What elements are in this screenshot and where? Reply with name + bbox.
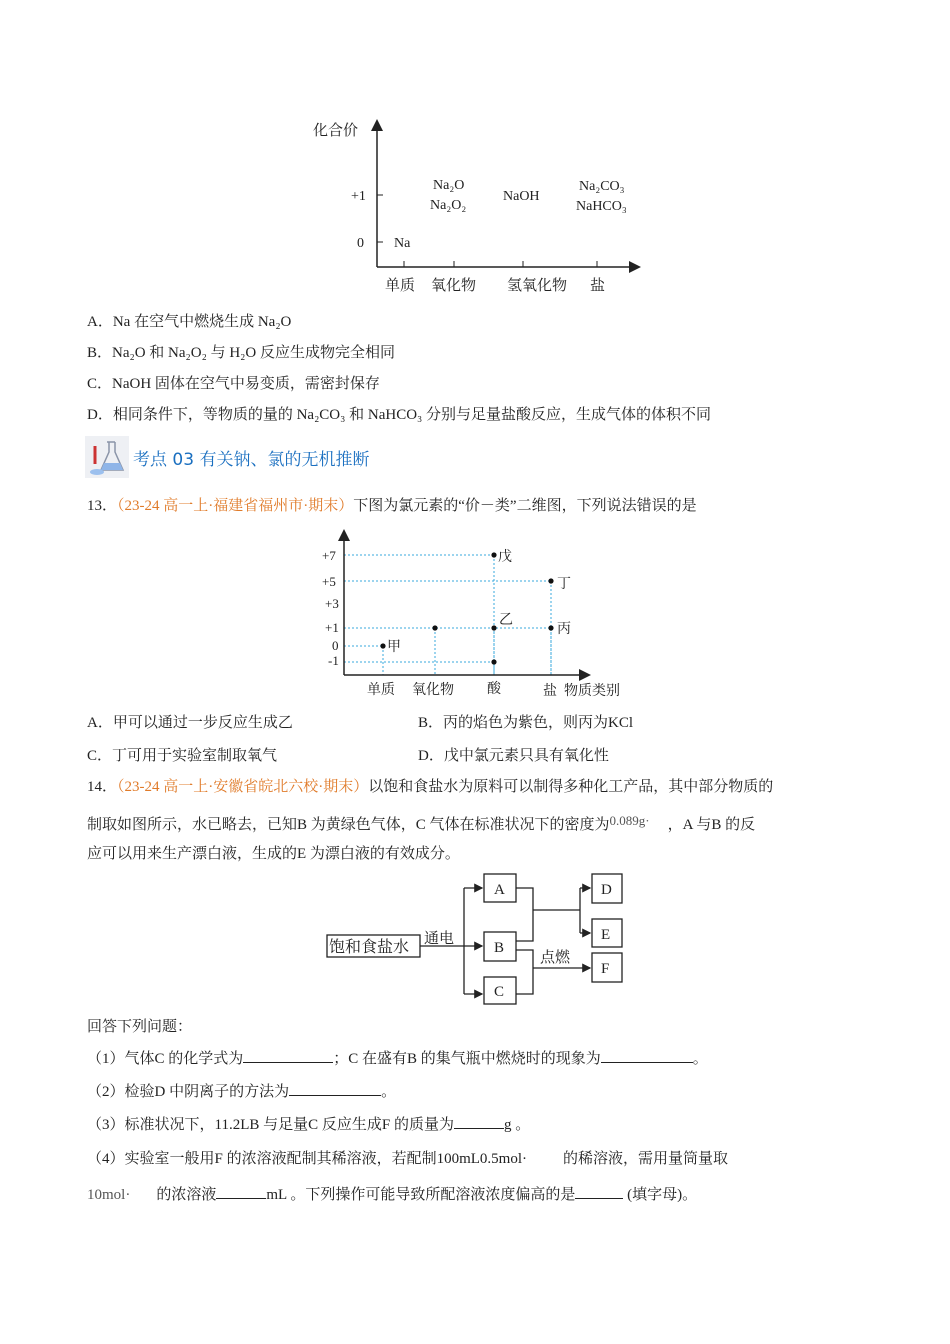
question-text: 制取如图所示，水已略去，已知B 为黄绿色气体，C 气体在标准状况下的密度为	[87, 817, 610, 833]
sub-question-4	[87, 1149, 728, 1169]
electrolysis-label: 通电	[424, 931, 455, 947]
species-label: Na	[394, 236, 411, 251]
question-text: ，A 与B 的反	[667, 817, 756, 833]
answer-blank[interactable]	[601, 1048, 693, 1063]
species-label: NaHCO₃	[576, 199, 627, 214]
question-text: （1）气体C 的化学式为	[87, 1051, 244, 1067]
answer-blank[interactable]	[243, 1048, 333, 1063]
flow-node-d: D	[601, 882, 612, 898]
question-text: 。	[692, 1051, 708, 1067]
flow-node-f: F	[601, 961, 610, 977]
question-text: （3）标准状况下，11.2LB 与足量C 反应生成F 的质量为	[87, 1117, 454, 1133]
point-label: 乙	[499, 613, 513, 628]
point-label: 丁	[557, 577, 571, 592]
species-label: Na₂O	[433, 178, 465, 193]
y-tick: 0	[357, 236, 364, 251]
x-category: 酸	[487, 682, 501, 697]
y-tick: -1	[328, 653, 339, 668]
question-text: （4）实验室一般用F 的浓溶液配制其稀溶液，若配制100mL0.5mol·	[87, 1151, 528, 1167]
question-text: g 。	[503, 1117, 531, 1133]
y-tick: +5	[322, 574, 336, 589]
x-category: 氧化物	[412, 683, 454, 698]
flow-node-b: B	[494, 940, 505, 956]
question-text: 。	[381, 1084, 397, 1100]
flow-node-a: A	[494, 882, 505, 898]
sub-question-1	[87, 1048, 708, 1069]
section-title: 考点 03 有关钠、氯的无机推断	[133, 449, 370, 470]
question-number: 13．	[87, 498, 118, 514]
option-c: C．NaOH 固体在空气中易变质，需密封保存	[87, 376, 380, 392]
option-d: D．相同条件下，等物质的量的 Na₂CO₃ 和 NaHCO₃ 分别与足量盐酸反应，生成气体的体积不同	[87, 407, 712, 423]
x-axis-label: 物质类别	[564, 684, 620, 699]
species-label: NaOH	[503, 189, 540, 204]
option-b: B．Na₂O 和 Na₂O₂ 与 H₂O 反应生成物完全相同	[87, 345, 395, 361]
y-tick: 0	[332, 638, 339, 653]
question-number: 14．	[87, 779, 118, 795]
question-text: ；C 在盛有B 的集气瓶中燃烧时的现象为	[333, 1051, 601, 1067]
sub-question-2	[87, 1081, 396, 1102]
flow-node-c: C	[494, 984, 505, 1000]
q13-option-c: C．丁可用于实验室制取氧气	[87, 748, 278, 764]
answer-prompt: 回答下列问题：	[87, 1019, 193, 1035]
question-source: （23-24 高一上·安徽省皖北六校·期末）	[117, 779, 369, 795]
x-category: 氧化物	[431, 278, 477, 294]
density-value: 0.089g·	[609, 813, 650, 828]
q13-option-a: A．甲可以通过一步反应生成乙	[87, 715, 293, 731]
point-label: 丙	[557, 622, 571, 637]
y-tick: +7	[322, 548, 336, 563]
question-text: (填字母)。	[623, 1187, 698, 1203]
species-label: Na₂CO₃	[579, 179, 625, 194]
answer-blank[interactable]	[454, 1114, 504, 1129]
question-text: mL 。下列操作可能导致所配溶液浓度偏高的是	[266, 1187, 576, 1203]
species-label: Na₂O₂	[430, 198, 467, 213]
question-text: 下图为氯元素的“价－类”二维图，下列说法错误的是	[353, 498, 697, 514]
question-text: 的浓溶液	[156, 1187, 217, 1203]
sub-question-4-cont	[87, 1184, 697, 1205]
point-label: 甲	[387, 640, 401, 655]
y-tick: +1	[325, 620, 339, 635]
y-axis-label: 化合价	[313, 123, 359, 139]
flow-node-e: E	[601, 927, 611, 943]
question-text: （2）检验D 中阴离子的方法为	[87, 1084, 290, 1100]
question-source: （23-24 高一上·福建省福州市·期末）	[117, 498, 354, 514]
y-tick: +1	[351, 189, 366, 204]
option-a: A．Na 在空气中燃烧生成 Na₂O	[87, 314, 292, 330]
question-text: 10mol·	[87, 1187, 131, 1203]
question-text: 的稀溶液，需用量筒量取	[563, 1151, 729, 1167]
x-category: 盐	[543, 684, 557, 699]
answer-blank[interactable]	[216, 1184, 266, 1199]
x-category: 盐	[590, 278, 606, 294]
q14-stem-line3: 应可以用来生产漂白液，生成的E 为漂白液的有效成分。	[87, 846, 460, 862]
x-category: 单质	[385, 278, 416, 294]
q13-option-b: B．丙的焰色为紫色，则丙为KCl	[418, 715, 634, 731]
x-category: 单质	[367, 683, 395, 698]
flow-start-node: 饱和食盐水	[329, 939, 410, 956]
question-text: 以饱和食盐水为原料可以制得多种化工产品，其中部分物质的	[368, 779, 774, 795]
sub-question-3	[87, 1114, 530, 1135]
answer-blank[interactable]	[289, 1081, 381, 1096]
point-label: 戊	[498, 550, 512, 565]
q13-option-d: D．戊中氯元素只具有氧化性	[418, 748, 609, 764]
x-category: 氢氧化物	[507, 278, 568, 294]
y-tick: +3	[325, 596, 339, 611]
ignite-label: 点燃	[540, 950, 571, 966]
answer-blank[interactable]	[575, 1184, 623, 1199]
